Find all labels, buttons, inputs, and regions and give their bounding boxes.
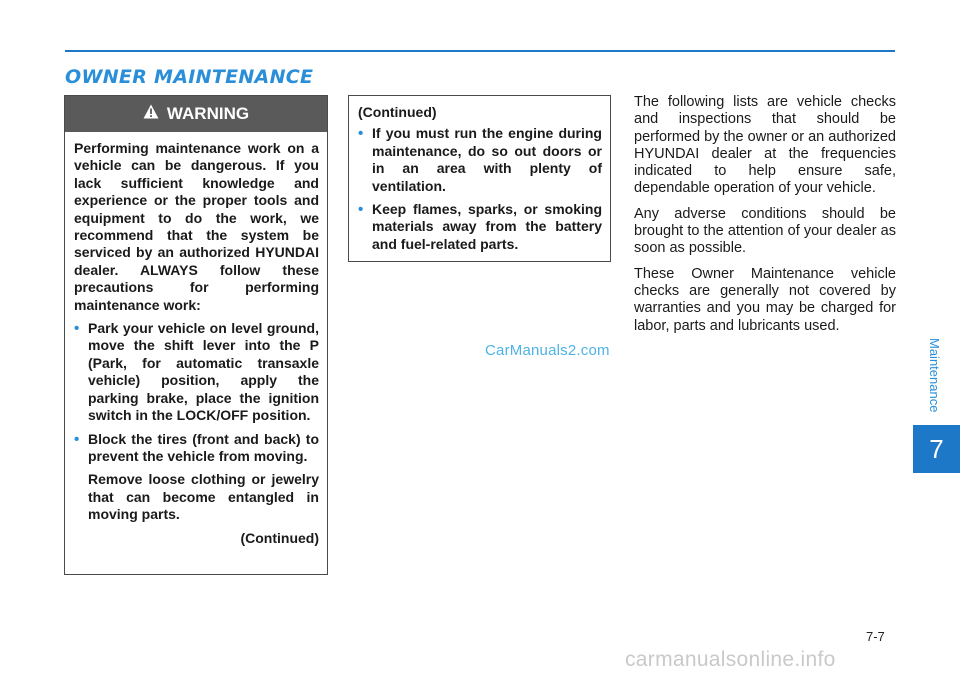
page-number: 7-7 — [866, 629, 885, 644]
continued-label: (Continued) — [358, 104, 437, 120]
footer-site-link[interactable]: carmanualsonline.info — [625, 648, 836, 671]
chapter-label: Maintenance — [927, 338, 942, 413]
bullet-icon: • — [74, 430, 80, 448]
list-item — [358, 201, 602, 253]
body-paragraph: Any adverse conditions should be brought to the attention of your dealer as soon as possible. — [634, 205, 896, 257]
bullet-text: Block the tires (front and back) to prevent the vehicle from moving. — [88, 430, 319, 464]
top-rule — [65, 50, 895, 52]
watermark-link[interactable]: CarManuals2.com — [485, 342, 610, 359]
bullet-icon: • — [358, 125, 364, 143]
warning-body — [65, 132, 327, 547]
bullet-icon: • — [358, 201, 364, 219]
bullet-text: Park your vehicle on level ground, move the shift lever into the P (Park, for automatic transaxle vehicle) position, apply the parking brake, place the ignition switch in the LOCK/OFF position. — [88, 320, 319, 424]
bullet-text: If you must run the engine during maintenance, do so out doors or in an area with plenty of ventilation. — [372, 125, 602, 194]
list-item — [74, 320, 319, 424]
warning-header — [65, 96, 327, 132]
bullet-icon: • — [74, 320, 80, 338]
body-text — [634, 94, 896, 343]
list-item — [74, 431, 319, 466]
warning-box — [64, 95, 328, 575]
warning-intro: Performing maintenance work on a vehicle can be dangerous. If you lack sufficient knowledge and experience or the proper tools and equipment to do the work, we recommend that the system be serviced by an authorized HYUNDAI dealer. ALWAYS follow these precautions for performing maintenance work: — [74, 140, 319, 313]
warning-extra-paragraph: Remove loose clothing or jewelry that can become entangled in moving parts. — [88, 471, 319, 523]
section-title: OWNER MAINTENANCE — [65, 66, 314, 88]
warning-triangle-icon — [143, 104, 159, 124]
body-paragraph: The following lists are vehicle checks and inspections that should be performed by the owner or an authorized HYUNDAI dealer at the frequencies indicated to help ensure safe, dependable operation of your vehicle. — [634, 94, 896, 197]
list-item — [358, 125, 602, 195]
bullet-text: Keep flames, sparks, or smoking materials away from the battery and fuel-related parts. — [372, 201, 602, 252]
continued-warning-box — [348, 95, 611, 262]
body-paragraph: These Owner Maintenance vehicle checks are generally not covered by warranties and you may be charged for labor, parts and lubricants used. — [634, 265, 896, 334]
continued-note: (Continued) — [240, 529, 319, 546]
warning-title: WARNING — [166, 104, 250, 123]
chapter-number: 7 — [929, 433, 944, 464]
chapter-tab — [913, 425, 960, 473]
